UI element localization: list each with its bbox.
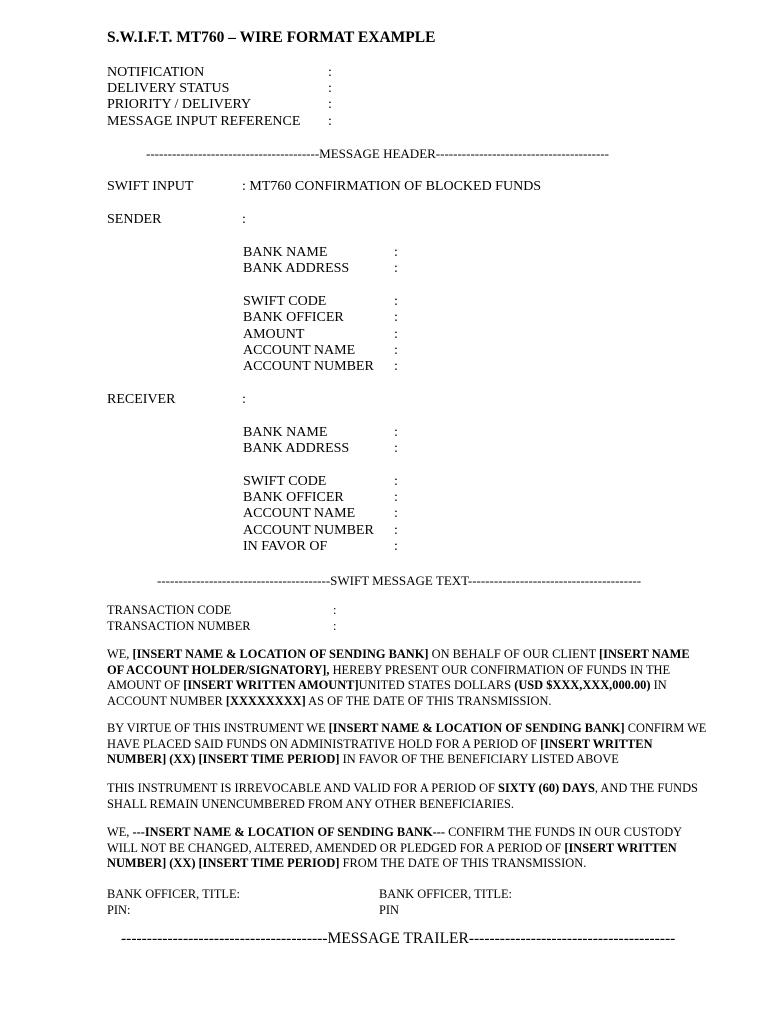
- receiver-field-colon: :: [394, 490, 398, 505]
- delivery-status-colon: :: [328, 81, 332, 96]
- sender-field-label: BANK OFFICER: [243, 310, 344, 325]
- notification-label: NOTIFICATION: [107, 65, 205, 80]
- bold-placeholder-text: [INSERT WRITTEN AMOUNT]: [183, 678, 359, 693]
- sender-field-colon: :: [394, 294, 398, 309]
- receiver-field-label: SWIFT CODE: [243, 474, 327, 489]
- receiver-field-label: BANK OFFICER: [243, 490, 344, 505]
- transaction-number-colon: :: [333, 619, 337, 633]
- document-title: S.W.I.F.T. MT760 – WIRE FORMAT EXAMPLE: [107, 29, 436, 46]
- paragraph-text: UNITED STATES DOLLARS: [358, 678, 515, 693]
- paragraph-text: AS OF THE DATE OF THIS TRANSMISSION.: [305, 693, 552, 708]
- sender-field-colon: :: [394, 343, 398, 358]
- sender-field-label: SWIFT CODE: [243, 294, 327, 309]
- signature-title-left: BANK OFFICER, TITLE:: [107, 887, 240, 901]
- bold-placeholder-text: SIXTY (60) DAYS: [498, 781, 595, 795]
- priority-delivery-label: PRIORITY / DELIVERY: [107, 97, 252, 112]
- receiver-field-colon: :: [394, 474, 398, 489]
- swift-message-text-separator: ----------------------------------------SWIFT MESSAGE TEXT----------------------------------------: [157, 573, 642, 588]
- swift-input-label: SWIFT INPUT: [107, 179, 194, 194]
- signature-pin-left: PIN:: [107, 903, 131, 917]
- receiver-field-label: BANK ADDRESS: [243, 441, 350, 456]
- sender-label: SENDER: [107, 212, 162, 227]
- paragraph-text: IN FAVOR OF THE BENEFICIARY LISTED ABOVE: [339, 752, 619, 767]
- transaction-code-colon: :: [333, 603, 337, 617]
- paragraph-text: IN ACCOUNT NUMBER: [107, 678, 667, 708]
- bold-placeholder-text: [INSERT NAME & LOCATION OF SENDING BANK]: [328, 721, 625, 735]
- body-paragraph: [107, 721, 707, 768]
- bold-placeholder-text: [INSERT NAME & LOCATION OF SENDING BANK]: [132, 647, 429, 661]
- message-input-reference-label: MESSAGE INPUT REFERENCE: [107, 114, 301, 129]
- bold-placeholder-text: [XXXXXXXX]: [225, 693, 306, 708]
- delivery-status-label: DELIVERY STATUS: [107, 81, 230, 96]
- sender-field-label: BANK ADDRESS: [243, 261, 350, 276]
- paragraph-text: WE,: [107, 647, 133, 661]
- swift-input-value: : MT760 CONFIRMATION OF BLOCKED FUNDS: [242, 179, 542, 194]
- sender-field-label: AMOUNT: [243, 327, 305, 342]
- receiver-field-colon: :: [394, 523, 398, 538]
- message-header-separator: ----------------------------------------MESSAGE HEADER----------------------------------------: [146, 146, 609, 161]
- receiver-field-label: IN FAVOR OF: [243, 539, 328, 554]
- receiver-field-colon: :: [394, 425, 398, 440]
- receiver-field-colon: :: [394, 539, 398, 554]
- sender-colon: :: [242, 212, 246, 227]
- body-paragraph: [107, 781, 707, 812]
- receiver-field-label: ACCOUNT NUMBER: [243, 523, 374, 538]
- receiver-field-colon: :: [394, 506, 398, 521]
- sender-field-label: ACCOUNT NUMBER: [243, 359, 374, 374]
- body-paragraph: [107, 647, 707, 709]
- paragraph-text: FROM THE DATE OF THIS TRANSMISSION.: [339, 856, 587, 871]
- paragraph-text: BY VIRTUE OF THIS INSTRUMENT WE: [107, 721, 329, 735]
- message-input-reference-colon: :: [328, 114, 332, 129]
- sender-field-colon: :: [394, 327, 398, 342]
- sender-field-colon: :: [394, 310, 398, 325]
- transaction-number-label: TRANSACTION NUMBER: [107, 619, 251, 633]
- transaction-code-label: TRANSACTION CODE: [107, 603, 232, 617]
- signature-pin-right: PIN: [379, 903, 399, 917]
- message-trailer-separator: ----------------------------------------MESSAGE TRAILER----------------------------------------: [121, 930, 676, 947]
- bold-placeholder-text: (USD $XXX,XXX,000.00): [514, 678, 651, 693]
- bold-placeholder-text: ---INSERT NAME & LOCATION OF SENDING BANK---: [132, 825, 446, 839]
- sender-field-colon: :: [394, 359, 398, 374]
- paragraph-text: CONFIRM WE HAVE PLACED SAID FUNDS ON ADMINISTRATIVE HOLD FOR A PERIOD OF: [107, 721, 707, 751]
- paragraph-text: , AND THE FUNDS SHALL REMAIN UNENCUMBERED FROM ANY OTHER BENEFICIARIES.: [107, 781, 698, 811]
- signature-title-right: BANK OFFICER, TITLE:: [379, 887, 512, 901]
- paragraph-text: WE,: [107, 825, 133, 839]
- sender-field-label: ACCOUNT NAME: [243, 343, 356, 358]
- receiver-field-label: BANK NAME: [243, 425, 328, 440]
- priority-delivery-colon: :: [328, 97, 332, 112]
- receiver-field-colon: :: [394, 441, 398, 456]
- receiver-field-label: ACCOUNT NAME: [243, 506, 356, 521]
- sender-field-colon: :: [394, 245, 398, 260]
- bold-placeholder-text: [INSERT WRITTEN NUMBER] (XX) [INSERT TIME PERIOD]: [107, 840, 677, 871]
- paragraph-text: THIS INSTRUMENT IS IRREVOCABLE AND VALID FOR A PERIOD OF: [107, 781, 499, 795]
- paragraph-text: CONFIRM THE FUNDS IN OUR CUSTODY WILL NOT BE CHANGED, ALTERED, AMENDED OR PLEDGED FOR A PERIOD OF: [107, 825, 682, 855]
- paragraph-text: HEREBY PRESENT OUR CONFIRMATION OF FUNDS IN THE AMOUNT OF: [107, 662, 671, 693]
- sender-field-colon: :: [394, 261, 398, 276]
- receiver-label: RECEIVER: [107, 392, 176, 407]
- receiver-colon: :: [242, 392, 246, 407]
- paragraph-text: ON BEHALF OF OUR CLIENT: [428, 647, 600, 661]
- bold-placeholder-text: [INSERT WRITTEN NUMBER] (XX) [INSERT TIME PERIOD]: [107, 736, 653, 767]
- bold-placeholder-text: [INSERT NAME OF ACCOUNT HOLDER/SIGNATORY],: [107, 647, 690, 677]
- body-paragraph: [107, 825, 707, 872]
- notification-colon: :: [328, 65, 332, 80]
- sender-field-label: BANK NAME: [243, 245, 328, 260]
